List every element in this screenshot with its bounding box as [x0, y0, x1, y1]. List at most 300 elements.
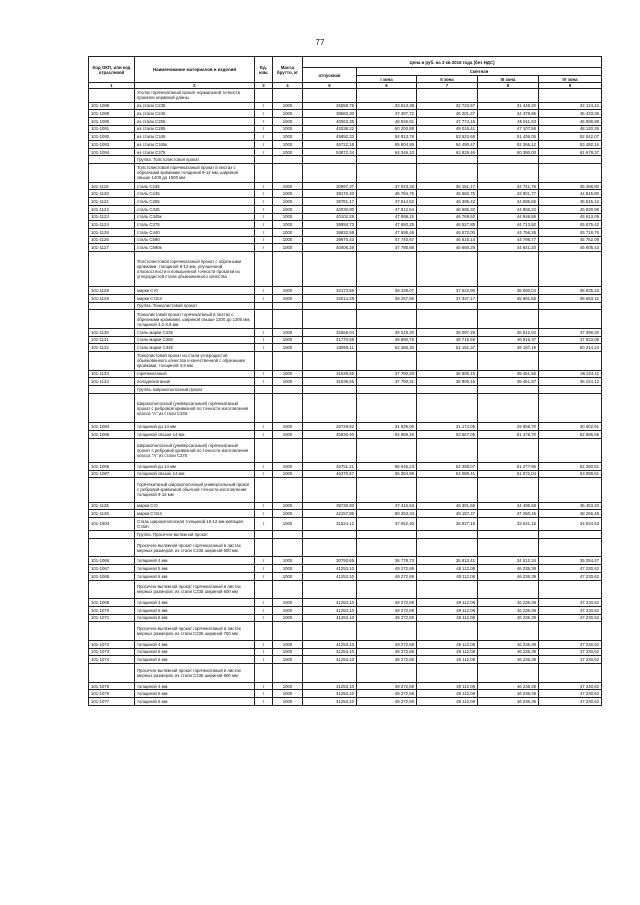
zone-4-cell: 30 602,91: [539, 423, 602, 431]
zone-4-cell: 45 545,42: [539, 198, 602, 206]
zone-1-cell: [357, 438, 417, 462]
mass-cell: 1000: [273, 125, 303, 133]
table-row: [89, 565, 602, 573]
code-cell: 101-1120: [89, 190, 135, 198]
col-index: 1: [89, 83, 135, 89]
col-index: 5: [303, 83, 357, 89]
otpusk-cell: 32014,28: [303, 294, 357, 302]
otpusk-cell: [303, 622, 357, 641]
zone-3-cell: 46 236,39: [478, 640, 539, 648]
zone-4-cell: 47 230,62: [539, 606, 602, 614]
zone-1-cell: 49 272,69: [357, 690, 417, 698]
unit-cell: т: [255, 557, 273, 565]
zone-3-cell: 46 236,39: [478, 565, 539, 573]
code-cell: [89, 664, 135, 683]
name-cell: Просечно-вытяжной прокат горячекатаный в листах мерных размеров, из стали С235 шириной 600 мм: [135, 580, 255, 599]
zone-2-cell: 54 490,47: [417, 141, 478, 149]
otpusk-cell: 26058,76: [303, 102, 357, 110]
otpusk-cell: 31639,56: [303, 370, 357, 378]
zone-2-cell: [417, 531, 478, 539]
zone-3-cell: 44 946,56: [478, 213, 539, 221]
code-cell: 101-1077: [89, 698, 135, 706]
unit-cell: т: [255, 221, 273, 229]
code-cell: 101-1071: [89, 614, 135, 622]
code-cell: 101-1126: [89, 236, 135, 244]
unit-cell: т: [255, 614, 273, 622]
zone-3-cell: [478, 251, 539, 286]
zone-3-cell: 44 866,22: [478, 205, 539, 213]
mass-cell: [273, 251, 303, 286]
header-name: Наименование материалов и изделий: [135, 57, 255, 83]
zone-1-cell: 64 346,10: [357, 148, 417, 156]
mass-cell: 1000: [273, 423, 303, 431]
name-cell: из стали С375: [135, 148, 255, 156]
table-row: [89, 102, 602, 110]
zone-1-cell: 49 272,69: [357, 565, 417, 573]
zone-3-cell: 44 496,58: [478, 502, 539, 510]
zone-3-cell: [478, 156, 539, 164]
zone-4-cell: 36 224,11: [539, 370, 602, 378]
code-cell: 101-1075: [89, 682, 135, 690]
zone-1-cell: 46 784,76: [357, 190, 417, 198]
mass-cell: 1000: [273, 294, 303, 302]
zone-1-cell: 50 200,88: [357, 125, 417, 133]
zone-4-cell: 47 230,62: [539, 640, 602, 648]
code-cell: 101-1076: [89, 690, 135, 698]
header-zone-4: IV зона: [539, 75, 602, 83]
table-row: [89, 656, 602, 664]
code-cell: 101-1073: [89, 648, 135, 656]
name-cell: Тонколистовой прокат горячекатаный в листах с обрезными кромками, шириной свыше 1200 до 1300 мм, толщиной 3,2-3,9 мм: [135, 310, 255, 329]
name-cell: Широкополосный (универсальный) горячекатаный прокат с ребровой кривизной по точности изготовления класса "А" из стали С345: [135, 393, 255, 423]
table-row: [89, 462, 602, 470]
code-cell: 101-1131: [89, 336, 135, 344]
mass-cell: 1000: [273, 370, 303, 378]
name-cell: из стали С345к: [135, 141, 255, 149]
zone-4-cell: 52 542,07: [539, 133, 602, 141]
zone-2-cell: 48 112,08: [417, 572, 478, 580]
table-row: [89, 557, 602, 565]
unit-cell: [255, 251, 273, 286]
zone-1-cell: [357, 538, 417, 557]
zone-2-cell: [417, 89, 478, 102]
code-cell: 101-1122: [89, 205, 135, 213]
zone-1-cell: 49 272,69: [357, 572, 417, 580]
zone-1-cell: 38 428,07: [357, 287, 417, 295]
zone-2-cell: 48 715,59: [417, 336, 478, 344]
name-cell: сталь С245: [135, 190, 255, 198]
otpusk-cell: [303, 164, 357, 183]
table-row: [89, 221, 602, 229]
zone-4-cell: [539, 164, 602, 183]
zone-2-cell: 37 522,90: [417, 287, 478, 295]
zone-4-cell: 47 230,62: [539, 565, 602, 573]
col-index: 6: [357, 83, 417, 89]
zone-2-cell: 48 112,08: [417, 648, 478, 656]
zone-1-cell: [357, 386, 417, 394]
zone-1-cell: 49 272,69: [357, 599, 417, 607]
otpusk-cell: 41253,10: [303, 656, 357, 664]
zone-1-cell: 49 272,69: [357, 640, 417, 648]
zone-4-cell: 32 124,44: [539, 102, 602, 110]
zone-2-cell: 53 522,65: [417, 133, 478, 141]
name-cell: толщиной 5 мм: [135, 648, 255, 656]
mass-cell: 1000: [273, 228, 303, 236]
zone-2-cell: 48 112,08: [417, 640, 478, 648]
zone-3-cell: 46 236,39: [478, 690, 539, 698]
otpusk-cell: 40063,35: [303, 117, 357, 125]
table-row: [89, 244, 602, 252]
zone-4-cell: 36 224,12: [539, 378, 602, 386]
otpusk-cell: [303, 89, 357, 102]
zone-3-cell: [478, 351, 539, 370]
zone-1-cell: 47 416,63: [357, 502, 417, 510]
table-row: [89, 614, 602, 622]
zone-2-cell: 36 151,17: [417, 182, 478, 190]
zone-1-cell: 37 790,31: [357, 378, 417, 386]
name-cell: сталь марки С255: [135, 336, 255, 344]
name-cell: толщиной 6 мм: [135, 572, 255, 580]
zone-2-cell: 54 080,41: [417, 470, 478, 478]
zone-3-cell: 46 236,39: [478, 614, 539, 622]
zone-2-cell: [417, 164, 478, 183]
zone-4-cell: 47 230,62: [539, 648, 602, 656]
zone-3-cell: 33 641,15: [478, 517, 539, 530]
zone-2-cell: 35 912,41: [417, 557, 478, 565]
unit-cell: т: [255, 287, 273, 295]
zone-1-cell: 55 804,95: [357, 141, 417, 149]
mass-cell: [273, 538, 303, 557]
zone-4-cell: 47 823,08: [539, 336, 602, 344]
zone-1-cell: [357, 302, 417, 310]
page-number: 77: [315, 38, 325, 47]
unit-cell: т: [255, 244, 273, 252]
table-row: [89, 599, 602, 607]
zone-3-cell: 51 478,70: [478, 431, 539, 439]
otpusk-cell: [303, 251, 357, 286]
zone-1-cell: 49 272,69: [357, 648, 417, 656]
zone-3-cell: [478, 580, 539, 599]
zone-3-cell: 35 461,57: [478, 378, 539, 386]
unit-cell: т: [255, 470, 273, 478]
zone-2-cell: [417, 393, 478, 423]
table-row: [89, 431, 602, 439]
zone-2-cell: 47 774,15: [417, 117, 478, 125]
zone-3-cell: [478, 302, 539, 310]
otpusk-cell: 41253,10: [303, 648, 357, 656]
zone-1-cell: 50 253,34: [357, 510, 417, 518]
zone-1-cell: 33 513,38: [357, 102, 417, 110]
table-row: [89, 370, 602, 378]
zone-3-cell: 44 841,20: [478, 244, 539, 252]
zone-3-cell: [478, 164, 539, 183]
zone-2-cell: 48 112,08: [417, 682, 478, 690]
zone-3-cell: 46 236,39: [478, 698, 539, 706]
zone-2-cell: 48 112,08: [417, 565, 478, 573]
mass-cell: 1000: [273, 102, 303, 110]
name-cell: из стали С345: [135, 133, 255, 141]
unit-cell: т: [255, 640, 273, 648]
unit-cell: т: [255, 502, 273, 510]
zone-3-cell: [478, 538, 539, 557]
table-row: [89, 198, 602, 206]
zone-2-cell: 48 112,08: [417, 690, 478, 698]
header-code: Код ОКП, или код отраслевой: [89, 57, 135, 83]
unit-cell: т: [255, 423, 273, 431]
mass-cell: [273, 164, 303, 183]
mass-cell: [273, 393, 303, 423]
mass-cell: 1000: [273, 462, 303, 470]
zone-1-cell: 49 272,69: [357, 656, 417, 664]
price-table: [88, 56, 602, 706]
zone-4-cell: [539, 531, 602, 539]
zone-3-cell: [478, 622, 539, 641]
zone-2-cell: [417, 156, 478, 164]
zone-3-cell: 31 448,20: [478, 102, 539, 110]
header-zone-3: III зона: [478, 75, 539, 83]
table-row: [89, 470, 602, 478]
mass-cell: [273, 351, 303, 370]
unit-cell: т: [255, 599, 273, 607]
mass-cell: 1000: [273, 565, 303, 573]
zone-4-cell: [539, 251, 602, 286]
group-title-row: [89, 538, 602, 557]
unit-cell: [255, 156, 273, 164]
group-title-row: [89, 386, 602, 394]
group-title-row: [89, 310, 602, 329]
name-cell: марки Ст3сп: [135, 510, 255, 518]
code-cell: [89, 351, 135, 370]
col-index: 4: [273, 83, 303, 89]
code-cell: 101-1088: [89, 102, 135, 110]
table-row: [89, 190, 602, 198]
zone-2-cell: 46 572,00: [417, 228, 478, 236]
group-title-row: [89, 478, 602, 502]
mass-cell: 1000: [273, 510, 303, 518]
name-cell: марки Ст0: [135, 287, 255, 295]
otpusk-cell: 41253,10: [303, 690, 357, 698]
zone-3-cell: [478, 89, 539, 102]
otpusk-cell: 41253,10: [303, 572, 357, 580]
table-row: [89, 148, 602, 156]
mass-cell: 1000: [273, 656, 303, 664]
unit-cell: [255, 393, 273, 423]
code-cell: [89, 310, 135, 329]
zone-4-cell: [539, 302, 602, 310]
zone-1-cell: 47 898,15: [357, 213, 417, 221]
table-row: [89, 182, 602, 190]
otpusk-cell: 41253,10: [303, 698, 357, 706]
mass-cell: 1000: [273, 117, 303, 125]
unit-cell: т: [255, 228, 273, 236]
unit-cell: т: [255, 378, 273, 386]
zone-3-cell: [478, 393, 539, 423]
zone-2-cell: 54 358,07: [417, 462, 478, 470]
group-title-row: [89, 89, 602, 102]
code-cell: [89, 386, 135, 394]
code-cell: 101-1090: [89, 117, 135, 125]
otpusk-cell: 30997,37: [303, 182, 357, 190]
name-cell: из стали С285: [135, 125, 255, 133]
header-zone-1: I зона: [357, 75, 417, 83]
zone-1-cell: [357, 580, 417, 599]
mass-cell: 1000: [273, 141, 303, 149]
unit-cell: т: [255, 682, 273, 690]
header-mass: Масса брутто, кг: [273, 57, 303, 83]
zone-4-cell: [539, 538, 602, 557]
code-cell: 101-1074: [89, 656, 135, 664]
code-cell: [89, 156, 135, 164]
name-cell: толщиной свыше 14 мм: [135, 431, 255, 439]
unit-cell: т: [255, 698, 273, 706]
zone-2-cell: 49 187,27: [417, 510, 478, 518]
unit-cell: [255, 478, 273, 502]
zone-2-cell: [417, 310, 478, 329]
unit-cell: т: [255, 462, 273, 470]
zone-2-cell: 46 395,42: [417, 198, 478, 206]
zone-4-cell: 48 266,45: [539, 510, 602, 518]
zone-2-cell: 48 112,08: [417, 614, 478, 622]
zone-3-cell: 44 798,77: [478, 236, 539, 244]
name-cell: толщиной 5 мм: [135, 565, 255, 573]
mass-cell: 1000: [273, 236, 303, 244]
zone-3-cell: 29 958,70: [478, 423, 539, 431]
unit-cell: [255, 302, 273, 310]
mass-cell: 1000: [273, 517, 303, 530]
zone-4-cell: [539, 478, 602, 502]
code-cell: 101-1124: [89, 221, 135, 229]
mass-cell: [273, 580, 303, 599]
otpusk-cell: [303, 664, 357, 683]
unit-cell: т: [255, 572, 273, 580]
code-cell: 101-1072: [89, 640, 135, 648]
header-price-group: Цена в руб. на 3 кв 2016 года (без НДС): [303, 57, 602, 68]
name-cell: Толстолистовой горячекатаный прокат в листах с обрезными кромками толщиной 9-12 мм, шириной свыше 1400 до 1500 мм: [135, 164, 255, 183]
zone-3-cell: 35 461,56: [478, 370, 539, 378]
zone-4-cell: 53 089,61: [539, 470, 602, 478]
zone-3-cell: 46 236,39: [478, 656, 539, 664]
zone-3-cell: 44 756,35: [478, 228, 539, 236]
zone-2-cell: 46 527,85: [417, 221, 478, 229]
otpusk-cell: 39932,58: [303, 228, 357, 236]
zone-4-cell: 47 230,62: [539, 614, 602, 622]
zone-3-cell: 45 911,63: [478, 117, 539, 125]
unit-cell: т: [255, 344, 273, 352]
zone-1-cell: 37 652,40: [357, 517, 417, 530]
otpusk-cell: 40102,28: [303, 213, 357, 221]
zone-4-cell: 52 380,51: [539, 462, 602, 470]
table-row: [89, 228, 602, 236]
header-smetnaya: Сметная: [357, 68, 602, 76]
zone-4-cell: 35 488,80: [539, 182, 602, 190]
code-cell: 101-1068: [89, 572, 135, 580]
zone-1-cell: 55 645,23: [357, 462, 417, 470]
otpusk-cell: [303, 386, 357, 394]
zone-2-cell: [417, 478, 478, 502]
unit-cell: [255, 531, 273, 539]
col-index: 2: [135, 83, 255, 89]
otpusk-cell: 41253,10: [303, 682, 357, 690]
unit-cell: [255, 351, 273, 370]
zone-1-cell: 47 812,54: [357, 205, 417, 213]
table-row: [89, 690, 602, 698]
otpusk-cell: 45892,33: [303, 133, 357, 141]
zone-1-cell: 49 272,69: [357, 682, 417, 690]
zone-4-cell: [539, 89, 602, 102]
zone-1-cell: 39 018,30: [357, 328, 417, 336]
mass-cell: 1000: [273, 110, 303, 118]
zone-1-cell: [357, 156, 417, 164]
mass-cell: 1000: [273, 690, 303, 698]
name-cell: толщиной 4 мм: [135, 682, 255, 690]
code-cell: [89, 251, 135, 286]
name-cell: из стали С255: [135, 117, 255, 125]
otpusk-cell: 41253,10: [303, 565, 357, 573]
mass-cell: 1000: [273, 336, 303, 344]
name-cell: толщиной 6 мм: [135, 614, 255, 622]
code-cell: 101-1121: [89, 198, 135, 206]
code-cell: 101-1085: [89, 431, 135, 439]
mass-cell: [273, 531, 303, 539]
table-row: [89, 572, 602, 580]
table-row: [89, 213, 602, 221]
name-cell: Сталь широкополосная толщиной 10-12 мм кипящая Ст3кп: [135, 517, 255, 530]
zone-1-cell: 47 514,62: [357, 198, 417, 206]
otpusk-cell: 31639,56: [303, 378, 357, 386]
zone-4-cell: [539, 351, 602, 370]
code-cell: 101-1084: [89, 423, 135, 431]
mass-cell: 1000: [273, 599, 303, 607]
code-cell: 101-1093: [89, 141, 135, 149]
zone-1-cell: 47 785,88: [357, 244, 417, 252]
col-index: 9: [539, 83, 602, 89]
unit-cell: [255, 580, 273, 599]
zone-3-cell: 44 586,65: [478, 198, 539, 206]
code-cell: 101-1125: [89, 228, 135, 236]
zone-2-cell: 48 112,08: [417, 606, 478, 614]
code-cell: 101-1070: [89, 606, 135, 614]
zone-2-cell: 46 301,69: [417, 502, 478, 510]
zone-2-cell: 37 337,17: [417, 294, 478, 302]
zone-1-cell: 55 384,99: [357, 470, 417, 478]
name-cell: марки Ст3сп: [135, 294, 255, 302]
mass-cell: 1000: [273, 378, 303, 386]
code-cell: 101-1066: [89, 557, 135, 565]
zone-4-cell: 53 492,16: [539, 141, 602, 149]
unit-cell: т: [255, 182, 273, 190]
unit-cell: т: [255, 328, 273, 336]
mass-cell: 1000: [273, 648, 303, 656]
zone-3-cell: 36 612,02: [478, 328, 539, 336]
name-cell: сталь С345: [135, 205, 255, 213]
zone-2-cell: 46 660,29: [417, 244, 478, 252]
otpusk-cell: 32173,56: [303, 287, 357, 295]
mass-cell: 1000: [273, 328, 303, 336]
otpusk-cell: [303, 310, 357, 329]
zone-4-cell: 46 898,89: [539, 117, 602, 125]
name-cell: сталь С345к: [135, 213, 255, 221]
table-row: [89, 517, 602, 530]
zone-2-cell: 38 097,28: [417, 328, 478, 336]
zone-1-cell: 47 650,25: [357, 221, 417, 229]
code-cell: [89, 622, 135, 641]
name-cell: сталь С590к: [135, 244, 255, 252]
name-cell: Широкополосный (универсальный) горячекатаный прокат с ребровой кривизной по точности изготовления класса "А" из стали С375: [135, 438, 255, 462]
table-body: [89, 89, 602, 705]
zone-2-cell: [417, 664, 478, 683]
zone-1-cell: 36 778,73: [357, 557, 417, 565]
table-row: [89, 682, 602, 690]
